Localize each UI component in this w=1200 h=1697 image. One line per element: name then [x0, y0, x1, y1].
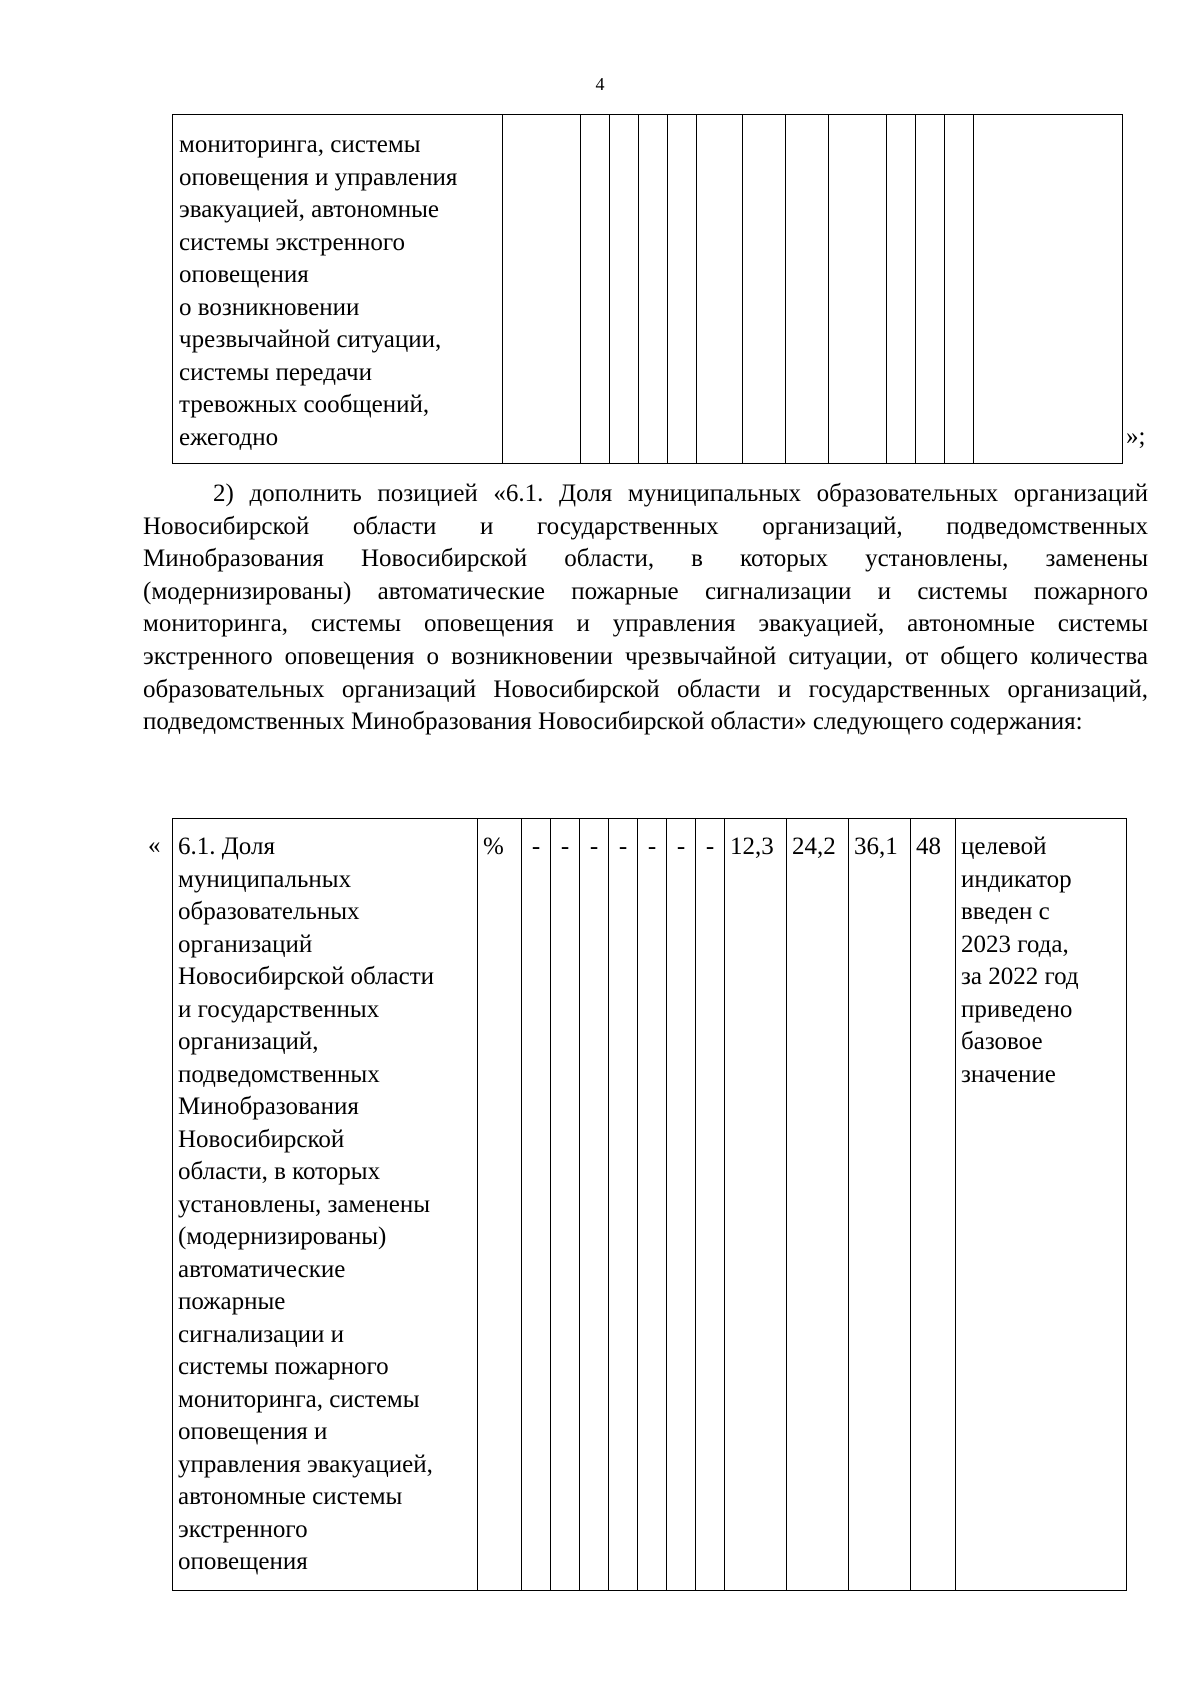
value-cell: - [696, 819, 725, 1591]
table-cell [639, 115, 668, 464]
table-cell [916, 115, 945, 464]
table-cell [668, 115, 697, 464]
continuation-table [172, 114, 1123, 464]
value-cell: 24,2 [787, 819, 849, 1591]
table-cell [743, 115, 786, 464]
page-number: 4 [595, 74, 605, 94]
value-cell: - [609, 819, 638, 1591]
indicator-name: 6.1. Доля муниципальных образовательных организаций Новосибирской области и государственных организаций, подведомственных Минобразования Новосибирской области, в которых установлены, заменены (модернизированы) автоматические пожарные сигнализации и системы пожарного мониторинга, системы оповещения и управления эвакуацией, автономные системы экстренного оповещения [178, 833, 435, 1575]
unit-cell: % [478, 819, 522, 1591]
table-cell [945, 115, 974, 464]
closing-quote-mark: »; [1126, 423, 1146, 450]
indicator-name-continued: мониторинга, системы оповещения и управления эвакуацией, автономные системы экстренного оповещения о возникновении чрезвычайной ситуации, системы передачи тревожных сообщений, ежегодно [179, 131, 458, 451]
opening-quote-mark: « [148, 832, 161, 859]
value-cell: - [551, 819, 580, 1591]
table-cell [786, 115, 829, 464]
value-cell: - [638, 819, 667, 1591]
indicator-name-cell-continued [173, 115, 503, 464]
value-cell: 48 [911, 819, 956, 1591]
value-cell: - [580, 819, 609, 1591]
table-cell [503, 115, 581, 464]
note-text: целевой индикатор введен с 2023 года, за 2022 год приведено базовое значение [961, 833, 1079, 1088]
value-cell: - [667, 819, 696, 1591]
value-cell: - [522, 819, 551, 1591]
amendment-paragraph: 2) дополнить позицией «6.1. Доля муниципальных образовательных организаций Новосибирской области и государственных организаций, подведомственных Минобразования Новосибирской области, в которых установлены, заменены (модернизированы) автоматические пожарные сигнализации и системы пожарного мониторинга, системы оповещения и управления эвакуацией, автономные системы экстренного оповещения о возникновении чрезвычайной ситуации, от общего количества образовательных организаций Новосибирской области и государственных организаций, подведомственных Минобразования Новосибирской области» следующего содержания: [143, 480, 1148, 736]
indicator-name-cell [173, 819, 478, 1591]
table-cell [887, 115, 916, 464]
new-indicator-table [172, 818, 1127, 1591]
value-cell: 36,1 [849, 819, 911, 1591]
value-cell: 12,3 [725, 819, 787, 1591]
table-cell [581, 115, 610, 464]
note-cell [956, 819, 1127, 1591]
table-cell [974, 115, 1123, 464]
table-cell [610, 115, 639, 464]
table-cell [829, 115, 887, 464]
table-cell [697, 115, 743, 464]
